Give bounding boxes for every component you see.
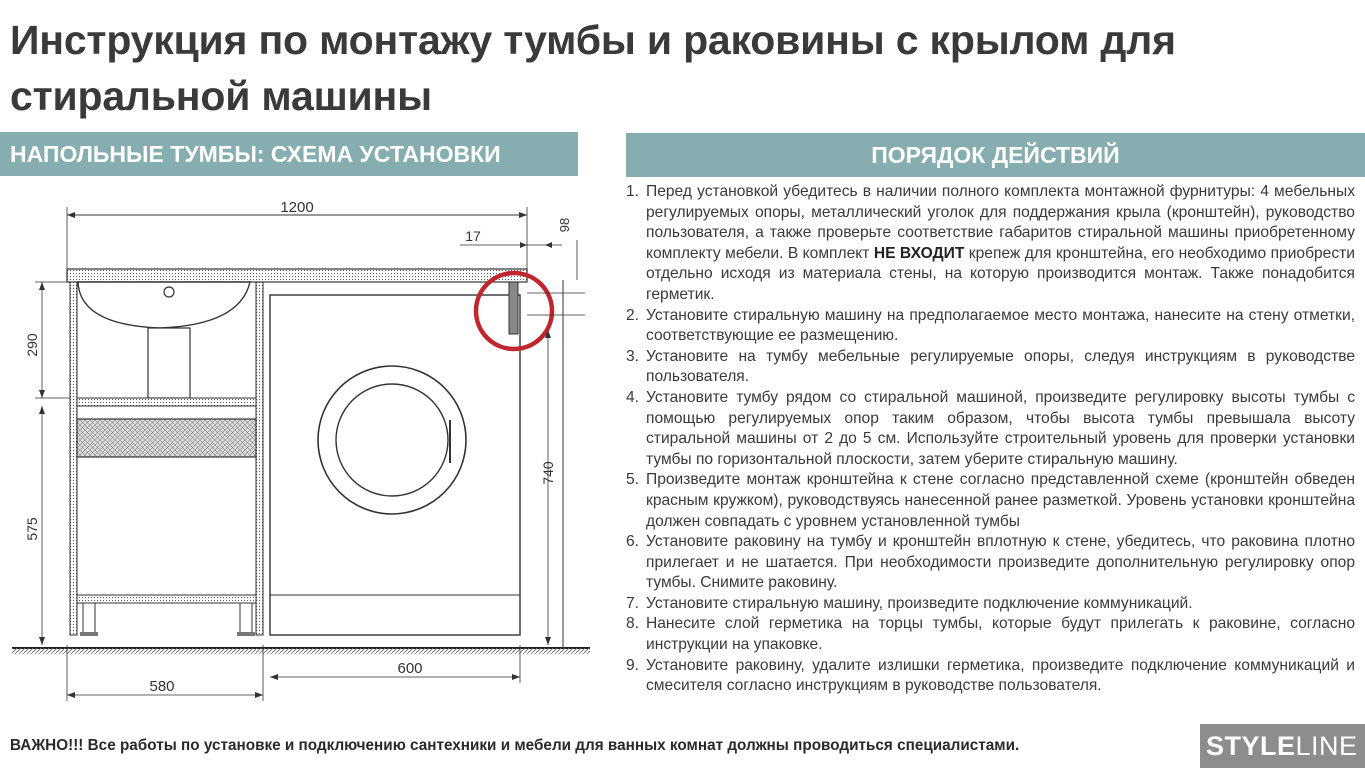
step-text-part: Установите раковину, удалите излишки герметика, произведите подключение коммуникаций и смесителя согласно инструкциям в руководстве пользователя. (646, 656, 1355, 695)
steps-list (626, 182, 1355, 697)
logo-bold-part: STYLE (1206, 731, 1296, 761)
diagram-section-header: НАПОЛЬНЫЕ ТУМБЫ: СХЕМА УСТАНОВКИ (0, 132, 578, 176)
step-number: 9. (626, 656, 640, 674)
countertop (67, 269, 527, 282)
step-text-part: крепеж для кронштейна, его необходимо приобрести отдельно исходя из материала стены, на которую производится монтаж. Также понадобится герметик. (646, 244, 1356, 303)
dim-total-width: 1200 (280, 199, 314, 216)
step-text-part: Установите на тумбу мебельные регулируемые опоры, следуя инструкциям в руководстве пользователя. (646, 347, 1355, 386)
cabinet-shelf (77, 398, 256, 406)
step-item (626, 594, 1355, 615)
cabinet-bottom (77, 595, 256, 603)
step-item (626, 470, 1355, 532)
step-text-part: Установите стиральную машину, произведите подключение коммуникаций. (646, 594, 1193, 612)
dim-cabinet-width: 580 (149, 678, 175, 695)
dim-overhang: 17 (465, 228, 481, 244)
step-text-part: Установите раковину на тумбу и кронштейн вплотную к стене, убедитесь, что раковина плотно прилегает и не шатается. При необходимости произведите дополнительную регулировку опор тумбы. Снимите раковину. (646, 533, 1355, 592)
step-text-part: Перед установкой убедитесь в наличии полного комплекта монтажной фурнитуры: 4 мебельных регулируемых опоры, металлический уголок для поддержания крыла (кронштейн), руководство пользователя, а также проверьте соответствие габаритов стиральной машины приобретенному комплекту мебели. В комплект (646, 183, 1355, 262)
step-item (626, 347, 1355, 388)
cabinet-leg (83, 603, 95, 635)
cabinet-leg (240, 603, 252, 635)
step-text (646, 182, 1355, 306)
step-item (626, 306, 1355, 347)
cabinet-drawer (77, 419, 256, 457)
dim-wing-height: 740 (540, 461, 556, 485)
step-number: 3. (626, 347, 640, 365)
brand-logo (1200, 724, 1365, 768)
page-title: Инструкция по монтажу тумбы и раковины с крылом для стиральной машины (10, 17, 1176, 119)
step-text-part: Установите тумбу рядом со стиральной машиной, произведите регулировку высоты тумбы с помощью регулируемых опор таким образом, чтобы высота тумбы превышала высоту стиральной машины от 2 до 5 см. Используйте строительный уровень для проверки установки тумбы по горизонтальной плоскости, затем уберите стиральную машину. (646, 388, 1355, 468)
dim-top-thickness: 98 (557, 217, 572, 233)
step-number: 1. (626, 183, 640, 200)
step-item (626, 388, 1355, 470)
siphon (148, 328, 190, 398)
step-number: 2. (626, 306, 640, 324)
step-text (646, 614, 1355, 655)
cabinet-left-panel (70, 282, 77, 635)
step-text-emphasis: НЕ ВХОДИТ (873, 244, 965, 262)
warning-note: ВАЖНО!!! Все работы по установке и подключению сантехники и мебели для ванных комнат должны проводиться специалистами. (10, 737, 1020, 754)
step-item (626, 614, 1355, 655)
step-number: 5. (626, 471, 640, 489)
step-text (646, 656, 1355, 697)
dim-sink-height: 290 (24, 333, 40, 357)
steps-section-header: ПОРЯДОК ДЕЙСТВИЙ (626, 133, 1365, 177)
dim-machine-width: 600 (397, 660, 423, 677)
step-item (626, 532, 1355, 594)
step-text-part: Произведите монтаж кронштейна к стене согласно представленной схеме (кронштейн обведен красным кружком), руководствуясь нанесенной ранее разметкой. Уровень установки кронштейна должен совпадать с уровнем установленной тумбы (646, 471, 1355, 530)
step-text (646, 532, 1355, 594)
step-item (626, 182, 1355, 306)
step-text-part: Установите стиральную машину на предполагаемое место монтажа, нанесите на стену отметки, соответствующие ее размещению. (646, 306, 1355, 345)
step-text (646, 388, 1355, 470)
installation-diagram (0, 185, 600, 705)
sink-bowl (78, 282, 250, 328)
step-text (646, 347, 1355, 388)
step-text (646, 306, 1355, 347)
wall-bracket (509, 282, 518, 334)
cabinet-right-panel (256, 282, 263, 635)
step-number: 7. (626, 594, 640, 612)
step-number: 6. (626, 533, 640, 551)
step-number: 8. (626, 615, 640, 633)
step-item (626, 656, 1355, 697)
step-text (646, 594, 1355, 615)
dim-cabinet-height: 575 (24, 517, 40, 541)
step-text (646, 470, 1355, 532)
step-number: 4. (626, 388, 640, 406)
step-text-part: Нанесите слой герметика на торцы тумбы, которые будут прилегать к раковине, согласно инструкции на упаковке. (646, 615, 1355, 654)
logo-thin-part: LINE (1295, 731, 1358, 761)
